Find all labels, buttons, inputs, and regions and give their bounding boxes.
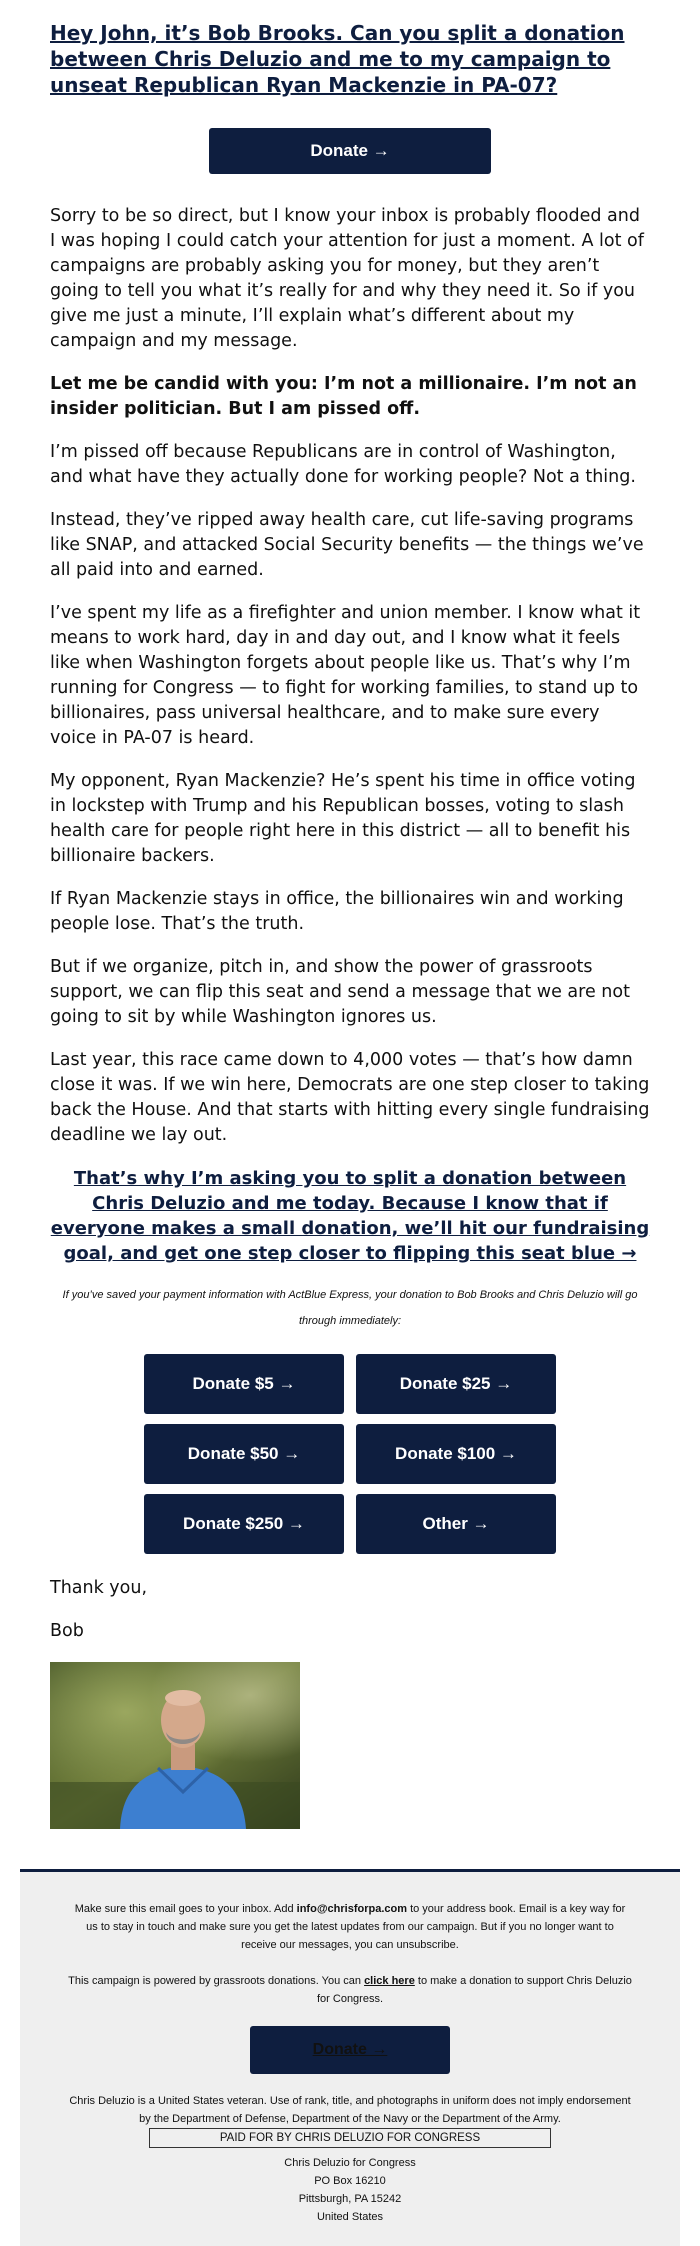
donate-5-button[interactable]: Donate $5 → <box>144 1354 344 1414</box>
footer-inbox-text-1: Make sure this email goes to your inbox. Add <box>74 1903 297 1915</box>
signature: Bob <box>50 1621 84 1641</box>
closing: Thank you, <box>50 1578 148 1598</box>
donate-button[interactable]: Donate → <box>209 128 491 174</box>
donate-250-button[interactable]: Donate $250 → <box>144 1494 344 1554</box>
footer-grassroots-text-1: This campaign is powered by grassroots donations. You can <box>68 1975 365 1987</box>
actblue-express-note: If you’ve saved your payment information with ActBlue Express, your donation to Bob Brooks and Chris Deluzio will go through immediately: <box>62 1289 638 1327</box>
paragraph: But if we organize, pitch in, and show the power of grassroots support, we can flip this seat and send a message that we are not going to sit by while Washington ignores us. <box>50 957 630 1027</box>
paragraph: If Ryan Mackenzie stays in office, the billionaires win and working people lose. That’s the truth. <box>50 889 624 934</box>
donate-50-button[interactable]: Donate $50 → <box>144 1424 344 1484</box>
address-line: PO Box 16210 <box>314 2175 386 2187</box>
footer <box>20 1872 680 2246</box>
mailing-address <box>68 2154 632 2226</box>
address-line: United States <box>316 2211 384 2223</box>
footer-grassroots-text-2: to make a donation to support Chris Deluzio for Congress. <box>316 1975 632 2005</box>
footer-donate-button[interactable]: Donate → <box>250 2026 450 2074</box>
candidate-photo <box>50 1662 300 1829</box>
donate-100-button[interactable]: Donate $100 → <box>356 1424 556 1484</box>
footer-email: info@chrisforpa.com <box>296 1903 408 1915</box>
paragraph: My opponent, Ryan Mackenzie? He’s spent his time in office voting in lockstep with Trump and his Republican bosses, voting to slash health care for people right here in this district — all to benefit his billionaire backers. <box>50 771 636 866</box>
paragraph: Instead, they’ve ripped away health care, cut life-saving programs like SNAP, and attacked Social Security benefits — the things we’ve all paid into and earned. <box>50 510 644 580</box>
donate-25-button[interactable]: Donate $25 → <box>356 1354 556 1414</box>
paragraph: Last year, this race came down to 4,000 votes — that’s how damn close it was. If we win here, Democrats are one step closer to taking back the House. And that starts with hitting every single fundraising deadline we lay out. <box>50 1050 650 1145</box>
paragraph: I’m pissed off because Republicans are in control of Washington, and what have they actually done for working people? Not a thing. <box>50 442 636 487</box>
footer-inbox-note <box>68 1900 632 1954</box>
paid-for-wrap <box>68 2128 632 2154</box>
paragraph-bold: Let me be candid with you: I’m not a millionaire. I’m not an insider politician. But I am pissed off. <box>50 374 637 419</box>
address-line: Pittsburgh, PA 15242 <box>298 2193 402 2205</box>
paragraph: Sorry to be so direct, but I know your inbox is probably flooded and I was hoping I could catch your attention for just a moment. A lot of campaigns are probably asking you for money, but they aren’t going to tell you what it’s really for and why they need it. So if you give me just a minute, I’ll explain what’s different about my campaign and my message. <box>50 206 644 351</box>
veteran-disclaimer: Chris Deluzio is a United States veteran. Use of rank, title, and photographs in uniform does not imply endorsement by the Department of Defense, Department of the Navy or the Department of the Army. <box>69 2095 631 2125</box>
paragraph: I’ve spent my life as a firefighter and union member. I know what it means to work hard, day in and day out, and I know what it feels like when Washington forgets about people like us. That’s why I’m running for Congress — to fight for working families, to stand up to billionaires, pass universal healthcare, and to make sure every voice in PA-07 is heard. <box>50 603 641 748</box>
click-here-link[interactable]: click here <box>364 1975 415 1987</box>
paid-for-disclaimer: PAID FOR BY CHRIS DELUZIO FOR CONGRESS <box>149 2128 551 2148</box>
footer-grassroots-note <box>68 1972 632 2008</box>
footer-inbox-text-2: to your address book. Email is a key way for us to stay in touch and make sure you get the latest updates from our campaign. But if you no longer want to receive our messages, you can unsubscribe. <box>86 1903 626 1951</box>
top-cta <box>50 128 650 174</box>
donation-amount-grid <box>144 1354 556 1554</box>
address-line: Chris Deluzio for Congress <box>284 2157 416 2169</box>
footer-cta <box>68 2026 632 2074</box>
donation-ask-link[interactable]: That’s why I’m asking you to split a donation between Chris Deluzio and me today. Because I know that if everyone makes a small donation, we’ll hit our fundraising goal, and get one step closer to flipping this seat blue → <box>50 1168 650 1264</box>
donate-other-button[interactable]: Other → <box>356 1494 556 1554</box>
headline-link[interactable]: Hey John, it’s Bob Brooks. Can you split a donation between Chris Deluzio and me to my campaign to unseat Republican Ryan Mackenzie in PA-07? <box>50 21 625 97</box>
